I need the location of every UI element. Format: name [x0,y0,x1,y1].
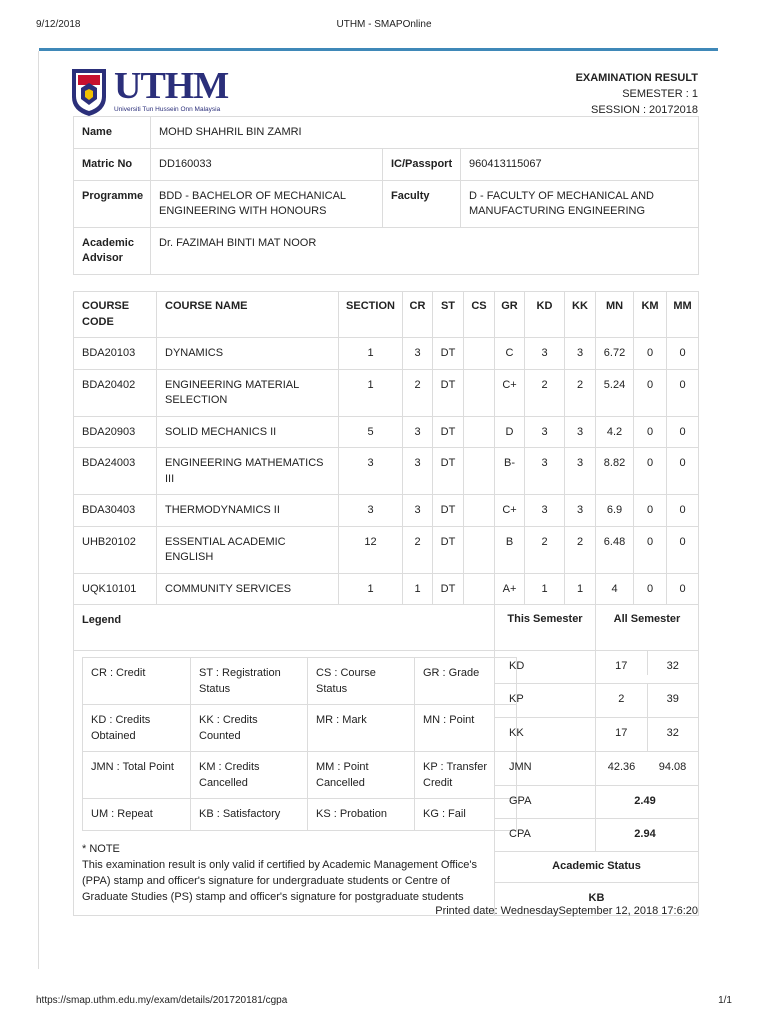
gpa-label: GPA [495,786,596,819]
course-mm: 0 [667,526,699,573]
course-km: 0 [634,526,667,573]
summary-all-jmn: 94.08 [658,761,687,773]
summary-this-jmn: 42.36 [607,761,636,773]
course-section: 1 [339,338,403,370]
course-name: ENGINEERING MATERIAL SELECTION [157,369,339,416]
course-cs [464,526,495,573]
course-cs [464,495,495,527]
course-cs [464,369,495,416]
legend-title: Legend [74,605,495,651]
course-st: DT [433,495,464,527]
course-cs [464,573,495,605]
course-section: 1 [339,369,403,416]
legend-item: MM : Point Cancelled [308,752,415,799]
summary-values-jmn [596,752,699,786]
course-st: DT [433,369,464,416]
programme-value: BDD - BACHELOR OF MECHANICAL ENGINEERING WITH HONOURS [151,180,383,227]
course-mn: 8.82 [596,448,634,495]
ic-number: 960413115067 [461,149,699,181]
print-title: UTHM - SMAPOnline [336,19,432,30]
course-section: 3 [339,495,403,527]
course-mm: 0 [667,573,699,605]
summary-label-kk: KK [495,718,596,752]
col-header-mm: MM [667,292,699,338]
col-header-st: ST [433,292,464,338]
legend-item: KP : Transfer Credit [415,752,517,799]
course-kk: 3 [565,338,596,370]
course-km: 0 [634,448,667,495]
course-mn: 6.48 [596,526,634,573]
course-kk: 1 [565,573,596,605]
table-row [74,448,699,495]
legend-table [82,657,517,831]
legend-item: KB : Satisfactory [191,799,308,831]
programme-label: Programme [74,180,151,227]
course-cr: 3 [403,448,433,495]
top-accent-bar [39,48,718,51]
course-section: 3 [339,448,403,495]
table-row [74,573,699,605]
course-mn: 6.9 [596,495,634,527]
faculty-label: Faculty [383,180,461,227]
course-name: THERMODYNAMICS II [157,495,339,527]
faculty-value: D - FACULTY OF MECHANICAL AND MANUFACTURING ENGINEERING [461,180,699,227]
legend-item: CR : Credit [83,658,191,705]
university-crest-icon [70,67,108,117]
col-header-section: SECTION [339,292,403,338]
legend-item: KD : Credits Obtained [83,705,191,752]
logo-subtitle: Universiti Tun Hussein Onn Malaysia [114,106,221,113]
name-label: Name [74,117,151,149]
course-code: BDA30403 [74,495,157,527]
legend-item: KG : Fail [415,799,517,831]
summary-label-kd: KD [495,651,596,684]
course-st: DT [433,338,464,370]
table-row [74,495,699,527]
col-header-course-name: COURSE NAME [157,292,339,338]
summary-all-kk: 32 [666,727,679,739]
course-code: UQK10101 [74,573,157,605]
exam-header [576,70,698,118]
legend-item: MR : Mark [308,705,415,752]
summary-all-semester-header: All Semester [596,605,699,651]
course-kd: 3 [525,338,565,370]
summary-all-kp: 39 [666,693,679,705]
course-mn: 4 [596,573,634,605]
note-text: This examination result is only valid if certified by Academic Management Office's (PPA) stamp and officer's signature for undergraduate students or Centre of Graduate Studies (PS) stamp and officer's signature for postgraduate students [82,858,478,903]
logo-wordmark: UTHM [114,65,229,107]
exam-title: EXAMINATION RESULT [575,72,698,84]
course-cr: 3 [403,338,433,370]
course-km: 0 [634,416,667,448]
course-st: DT [433,526,464,573]
summary-this-semester-header: This Semester [495,605,596,651]
legend-item: JMN : Total Point [83,752,191,799]
course-kd: 3 [525,416,565,448]
course-code: BDA24003 [74,448,157,495]
course-code: UHB20102 [74,526,157,573]
course-mm: 0 [667,369,699,416]
course-section: 1 [339,573,403,605]
matric-label: Matric No [74,149,151,181]
left-border-line [38,51,39,969]
table-row [74,526,699,573]
course-kk: 2 [565,526,596,573]
legend-item: KK : Credits Counted [191,705,308,752]
course-cs [464,338,495,370]
col-header-cs: CS [464,292,495,338]
col-header-gr: GR [495,292,525,338]
course-name: DYNAMICS [157,338,339,370]
table-row [74,416,699,448]
legend-item: MN : Point [415,705,517,752]
course-gr: C+ [495,369,525,416]
course-kd: 3 [525,495,565,527]
print-footer [36,995,732,1007]
course-kk: 3 [565,495,596,527]
legend-section [74,651,495,916]
cpa-label: CPA [495,819,596,852]
course-mm: 0 [667,338,699,370]
course-km: 0 [634,369,667,416]
gpa-value: 2.49 [596,786,699,819]
course-gr: C [495,338,525,370]
student-info-table [73,116,699,275]
table-row [74,338,699,370]
legend-item: ST : Registration Status [191,658,308,705]
session-label: SESSION : 20172018 [590,104,698,116]
course-name: ENGINEERING MATHEMATICS III [157,448,339,495]
note-title: * NOTE [82,842,120,855]
course-st: DT [433,573,464,605]
print-header [36,19,732,31]
course-km: 0 [634,338,667,370]
advisor-label: Academic Advisor [74,227,151,274]
course-code: BDA20903 [74,416,157,448]
course-gr: B [495,526,525,573]
student-name: MOHD SHAHRIL BIN ZAMRI [151,117,699,149]
course-gr: B- [495,448,525,495]
course-kd: 2 [525,369,565,416]
course-mn: 5.24 [596,369,634,416]
page-number: 1/1 [718,995,732,1006]
course-km: 0 [634,573,667,605]
col-header-kk: KK [565,292,596,338]
matric-number: DD160033 [151,149,383,181]
course-cr: 3 [403,416,433,448]
table-row [74,369,699,416]
course-cr: 1 [403,573,433,605]
col-header-kd: KD [525,292,565,338]
col-header-course-code: COURSE CODE [74,292,157,338]
uthm-logo [70,66,240,118]
summary-this-kp: 2 [596,684,648,717]
academic-status-value: KB [495,882,699,915]
course-gr: D [495,416,525,448]
semester-label: SEMESTER : 1 [622,88,698,100]
course-km: 0 [634,495,667,527]
course-cs [464,416,495,448]
col-header-cr: CR [403,292,433,338]
course-kk: 3 [565,448,596,495]
summary-label-kp: KP [495,684,596,718]
academic-status-label: Academic Status [495,852,699,883]
course-cr: 2 [403,369,433,416]
legend-item: CS : Course Status [308,658,415,705]
legend-item: KS : Probation [308,799,415,831]
course-section: 12 [339,526,403,573]
cpa-value: 2.94 [596,819,699,852]
course-code: BDA20103 [74,338,157,370]
course-st: DT [433,448,464,495]
legend-item: GR : Grade [415,658,517,705]
course-mn: 6.72 [596,338,634,370]
course-gr: A+ [495,573,525,605]
course-cr: 3 [403,495,433,527]
summary-label-jmn: JMN [495,752,596,786]
summary-values-kp [596,684,699,718]
ic-label: IC/Passport [383,149,461,181]
summary-values-kk [596,718,699,752]
summary-all-kd: 32 [666,660,679,672]
course-section: 5 [339,416,403,448]
legend-item: KM : Credits Cancelled [191,752,308,799]
course-kk: 2 [565,369,596,416]
course-cs [464,448,495,495]
course-kd: 1 [525,573,565,605]
course-results-table [73,291,699,916]
course-gr: C+ [495,495,525,527]
note-section [74,831,494,913]
course-mm: 0 [667,448,699,495]
course-mm: 0 [667,495,699,527]
course-st: DT [433,416,464,448]
course-name: COMMUNITY SERVICES [157,573,339,605]
course-kd: 2 [525,526,565,573]
page-url: https://smap.uthm.edu.my/exam/details/201720181/cgpa [36,995,288,1006]
course-kk: 3 [565,416,596,448]
summary-this-kd: 17 [596,651,648,675]
printed-date: Printed date: WednesdaySeptember 12, 2018 17:6:20 [435,905,698,917]
legend-item: UM : Repeat [83,799,191,831]
summary-this-kk: 17 [596,718,648,751]
course-code: BDA20402 [74,369,157,416]
advisor-name: Dr. FAZIMAH BINTI MAT NOOR [151,227,699,274]
course-name: ESSENTIAL ACADEMIC ENGLISH [157,526,339,573]
course-kd: 3 [525,448,565,495]
course-name: SOLID MECHANICS II [157,416,339,448]
summary-values-kd [596,651,699,684]
course-mm: 0 [667,416,699,448]
course-cr: 2 [403,526,433,573]
print-date: 9/12/2018 [36,19,81,30]
course-mn: 4.2 [596,416,634,448]
col-header-km: KM [634,292,667,338]
col-header-mn: MN [596,292,634,338]
